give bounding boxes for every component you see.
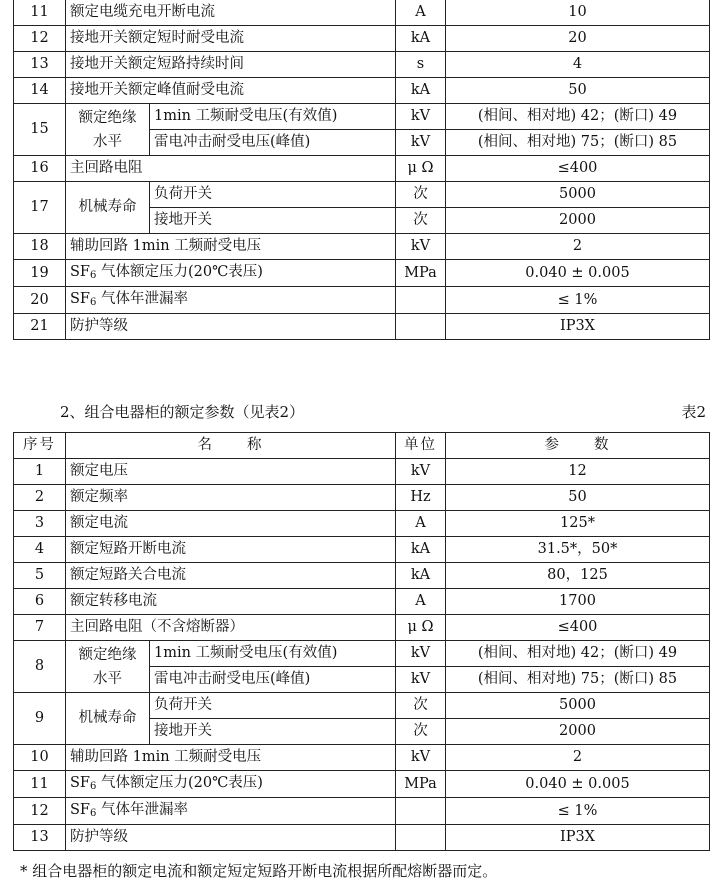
row-number: 12	[14, 798, 66, 825]
row-number: 18	[14, 234, 66, 260]
row-number: 13	[14, 825, 66, 851]
row-name: 额定电压	[66, 459, 396, 485]
table-row	[14, 459, 710, 485]
row-name-rest: 气体年泄漏率	[96, 291, 188, 307]
table-row	[14, 0, 710, 26]
row-value: 2	[446, 234, 710, 260]
row-unit: kV	[396, 667, 446, 693]
row-unit: MPa	[396, 771, 446, 798]
row-number: 8	[14, 641, 66, 693]
row-unit: 次	[396, 208, 446, 234]
row-unit	[396, 798, 446, 825]
row-unit: s	[396, 52, 446, 78]
row-value: ≤400	[446, 615, 710, 641]
row-number: 11	[14, 0, 66, 26]
row-group-name: 机械寿命	[66, 182, 150, 234]
row-value: 5000	[446, 693, 710, 719]
sf-prefix: SF	[70, 291, 90, 307]
row-name: 额定电流	[66, 511, 396, 537]
table-row	[14, 825, 710, 851]
table-header-row	[14, 433, 710, 459]
row-value: 20	[446, 26, 710, 52]
table-row	[14, 641, 710, 667]
row-number: 3	[14, 511, 66, 537]
row-sub-name: 负荷开关	[150, 693, 396, 719]
row-value: (相间、相对地) 75；(断口) 85	[446, 667, 710, 693]
row-value: 50	[446, 485, 710, 511]
row-value: 2	[446, 745, 710, 771]
row-value: IP3X	[446, 314, 710, 340]
row-unit: kV	[396, 641, 446, 667]
row-unit: Hz	[396, 485, 446, 511]
row-value: ≤ 1%	[446, 798, 710, 825]
row-unit: kV	[396, 234, 446, 260]
row-number: 21	[14, 314, 66, 340]
row-number: 14	[14, 78, 66, 104]
row-unit: kV	[396, 459, 446, 485]
row-name	[66, 287, 396, 314]
row-unit: MPa	[396, 260, 446, 287]
header-unit: 单位	[396, 433, 446, 459]
row-value: 4	[446, 52, 710, 78]
table-row	[14, 182, 710, 208]
table-row	[14, 485, 710, 511]
header-value: 参 数	[446, 433, 710, 459]
row-unit: A	[396, 511, 446, 537]
row-value: (相间、相对地) 42；(断口) 49	[446, 104, 710, 130]
row-unit: kA	[396, 563, 446, 589]
row-value: 2000	[446, 719, 710, 745]
table-row	[14, 234, 710, 260]
row-number: 13	[14, 52, 66, 78]
row-name: 辅助回路 1min 工频耐受电压	[66, 234, 396, 260]
row-name: 辅助回路 1min 工频耐受电压	[66, 745, 396, 771]
row-number: 2	[14, 485, 66, 511]
row-unit	[396, 825, 446, 851]
row-value: 2000	[446, 208, 710, 234]
row-value: 80，125	[446, 563, 710, 589]
table-row	[14, 156, 710, 182]
row-sub-name: 接地开关	[150, 208, 396, 234]
row-value: 0.040 ± 0.005	[446, 771, 710, 798]
section-caption: 2、组合电器柜的额定参数（见表2）	[60, 403, 305, 421]
row-unit: 次	[396, 182, 446, 208]
sf-subscript: 6	[90, 808, 97, 819]
row-unit	[396, 314, 446, 340]
row-value: 31.5*，50*	[446, 537, 710, 563]
table-row	[14, 511, 710, 537]
table-row	[14, 26, 710, 52]
row-unit: kV	[396, 745, 446, 771]
rating-table-1	[13, 0, 710, 340]
row-name: 接地开关额定短路持续时间	[66, 52, 396, 78]
row-unit: A	[396, 0, 446, 26]
table-row	[14, 287, 710, 314]
row-number: 10	[14, 745, 66, 771]
table-row	[14, 52, 710, 78]
row-name: 防护等级	[66, 825, 396, 851]
rating-table-2	[13, 432, 710, 851]
row-number: 19	[14, 260, 66, 287]
row-number: 9	[14, 693, 66, 745]
header-name: 名 称	[66, 433, 396, 459]
row-number: 1	[14, 459, 66, 485]
table-row	[14, 615, 710, 641]
row-group-name: 额定绝缘水平	[66, 641, 150, 693]
row-unit	[396, 287, 446, 314]
table-row	[14, 537, 710, 563]
table-row	[14, 745, 710, 771]
row-number: 7	[14, 615, 66, 641]
row-name: 主回路电阻	[66, 156, 396, 182]
row-value: ≤400	[446, 156, 710, 182]
row-number: 12	[14, 26, 66, 52]
row-unit: μ Ω	[396, 156, 446, 182]
header-no: 序号	[14, 433, 66, 459]
row-sub-name: 负荷开关	[150, 182, 396, 208]
row-group-name: 额定绝缘水平	[66, 104, 150, 156]
table-row	[14, 589, 710, 615]
row-sub-name: 1min 工频耐受电压(有效值)	[150, 104, 396, 130]
row-unit: 次	[396, 693, 446, 719]
row-number: 20	[14, 287, 66, 314]
row-value: 12	[446, 459, 710, 485]
row-name: 主回路电阻（不含熔断器）	[66, 615, 396, 641]
row-name-rest: 气体额定压力(20℃表压)	[96, 264, 263, 280]
sf-subscript: 6	[90, 297, 97, 308]
table-row	[14, 104, 710, 130]
row-value: 125*	[446, 511, 710, 537]
row-name: 额定电缆充电开断电流	[66, 0, 396, 26]
row-unit: A	[396, 589, 446, 615]
row-value: (相间、相对地) 42；(断口) 49	[446, 641, 710, 667]
table-row	[14, 78, 710, 104]
sf-prefix: SF	[70, 802, 90, 818]
sf-prefix: SF	[70, 264, 90, 280]
row-name: 额定频率	[66, 485, 396, 511]
row-name	[66, 771, 396, 798]
table-row	[14, 771, 710, 798]
row-unit: 次	[396, 719, 446, 745]
row-name: 防护等级	[66, 314, 396, 340]
row-number: 11	[14, 771, 66, 798]
row-unit: kV	[396, 130, 446, 156]
table-row	[14, 260, 710, 287]
row-number: 4	[14, 537, 66, 563]
row-number: 17	[14, 182, 66, 234]
row-name	[66, 260, 396, 287]
row-sub-name: 雷电冲击耐受电压(峰值)	[150, 130, 396, 156]
sf-subscript: 6	[90, 781, 97, 792]
row-value: 0.040 ± 0.005	[446, 260, 710, 287]
row-number: 15	[14, 104, 66, 156]
row-number: 16	[14, 156, 66, 182]
row-unit: μ Ω	[396, 615, 446, 641]
table-row	[14, 314, 710, 340]
table-label: 表2	[681, 403, 706, 421]
row-unit: kV	[396, 104, 446, 130]
row-value: ≤ 1%	[446, 287, 710, 314]
row-sub-name: 雷电冲击耐受电压(峰值)	[150, 667, 396, 693]
row-unit: kA	[396, 26, 446, 52]
row-name: 额定短路关合电流	[66, 563, 396, 589]
row-name	[66, 798, 396, 825]
sf-prefix: SF	[70, 775, 90, 791]
row-name: 额定转移电流	[66, 589, 396, 615]
row-value: 10	[446, 0, 710, 26]
table-row	[14, 563, 710, 589]
row-number: 6	[14, 589, 66, 615]
row-value: (相间、相对地) 75；(断口) 85	[446, 130, 710, 156]
row-number: 5	[14, 563, 66, 589]
row-name: 接地开关额定峰值耐受电流	[66, 78, 396, 104]
row-name: 额定短路开断电流	[66, 537, 396, 563]
row-unit: kA	[396, 537, 446, 563]
row-value: IP3X	[446, 825, 710, 851]
row-unit: kA	[396, 78, 446, 104]
sf-subscript: 6	[90, 270, 97, 281]
table-row	[14, 798, 710, 825]
row-name-rest: 气体年泄漏率	[96, 802, 188, 818]
row-value: 5000	[446, 182, 710, 208]
row-sub-name: 接地开关	[150, 719, 396, 745]
table-row	[14, 693, 710, 719]
row-group-name: 机械寿命	[66, 693, 150, 745]
row-sub-name: 1min 工频耐受电压(有效值)	[150, 641, 396, 667]
row-name: 接地开关额定短时耐受电流	[66, 26, 396, 52]
footnote: * 组合电器柜的额定电流和额定短定短路开断电流根据所配熔断器而定。	[20, 862, 498, 880]
row-value: 50	[446, 78, 710, 104]
row-value: 1700	[446, 589, 710, 615]
row-name-rest: 气体额定压力(20℃表压)	[96, 775, 263, 791]
